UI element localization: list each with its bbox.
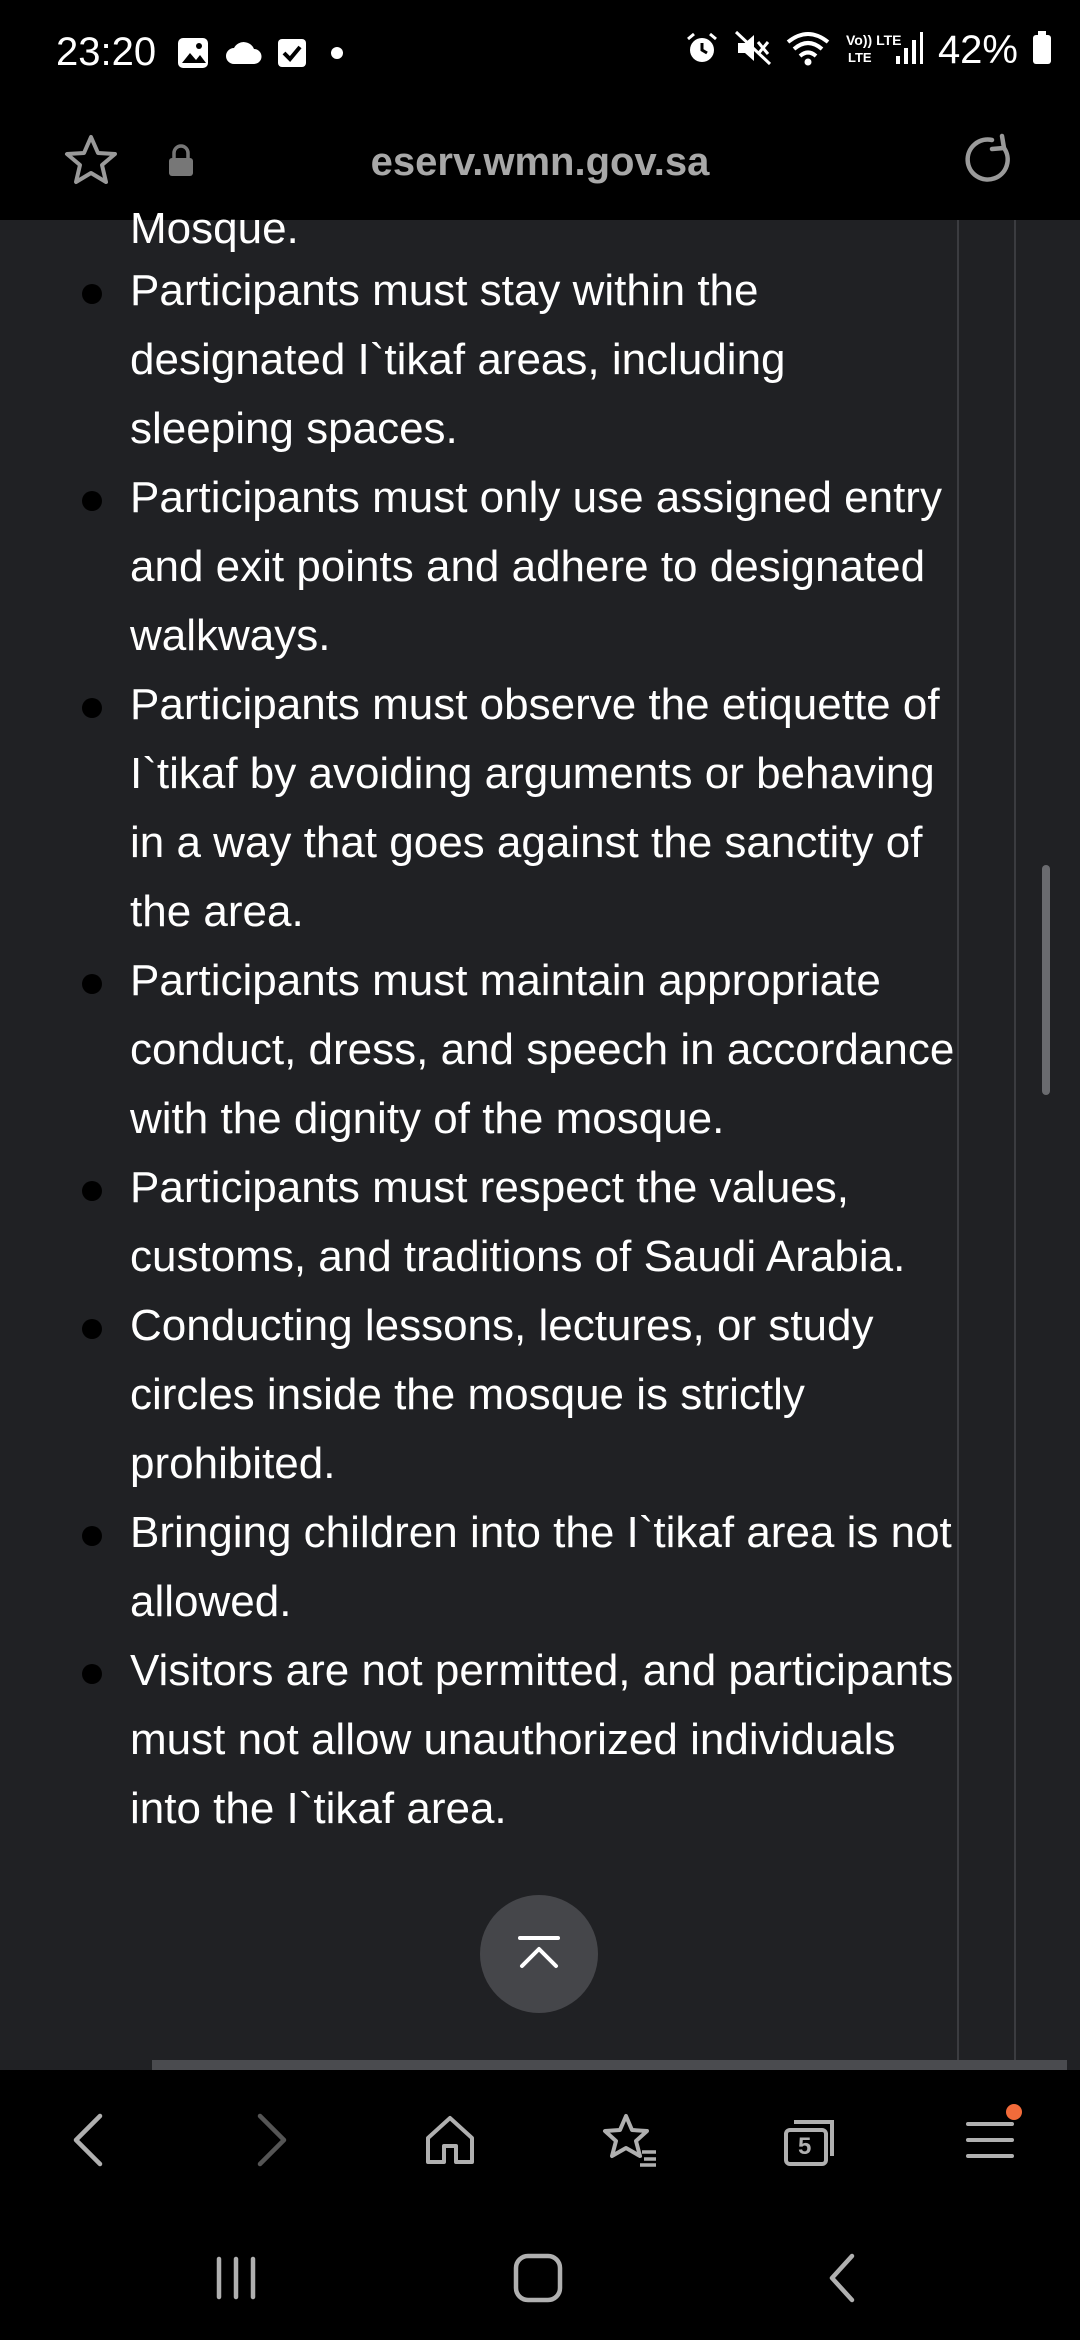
alarm-icon <box>684 30 720 71</box>
scroll-up-icon <box>514 1932 564 1977</box>
forward-arrow-icon <box>252 2112 292 2173</box>
chevron-left-icon <box>822 2252 862 2309</box>
battery-icon <box>1032 31 1052 70</box>
list-item: Conducting lessons, lectures, or study circles inside the mosque is strictly prohibited. <box>0 1291 960 1498</box>
battery-percent: 42% <box>937 28 1018 72</box>
column-divider <box>1014 220 1016 2070</box>
svg-text:Vo)) LTE: Vo)) LTE <box>845 32 902 48</box>
volte-icon <box>844 30 902 71</box>
vertical-scrollbar[interactable] <box>1042 865 1050 1095</box>
back-system-button[interactable] <box>812 2250 872 2310</box>
home-system-button[interactable] <box>508 2250 568 2310</box>
back-button[interactable] <box>58 2112 118 2172</box>
home-button[interactable] <box>420 2112 480 2172</box>
system-navigation-bar <box>0 2210 1080 2340</box>
rules-list <box>0 256 960 1843</box>
tabs-button[interactable] <box>780 2112 840 2172</box>
dot-icon <box>322 38 352 73</box>
image-icon <box>176 36 210 75</box>
recent-apps-icon <box>211 2255 261 2306</box>
bookmarks-button[interactable] <box>600 2112 660 2172</box>
status-time: 23:20 <box>56 30 157 74</box>
mute-icon <box>734 30 772 71</box>
bookmarks-star-icon <box>600 2112 660 2173</box>
forward-button[interactable] <box>242 2112 302 2172</box>
back-arrow-icon <box>68 2112 108 2173</box>
tabs-count: 5 <box>798 2133 812 2160</box>
list-item: Participants must respect the values, customs, and traditions of Saudi Arabia. <box>0 1153 960 1291</box>
home-square-icon <box>512 2252 564 2309</box>
scroll-to-top-button[interactable] <box>480 1895 598 2013</box>
list-item: Participants must maintain appropriate conduct, dress, and speech in accordance with the dignity of the mosque. <box>0 946 960 1153</box>
partial-text: Mosque. <box>130 204 299 253</box>
reload-icon[interactable] <box>958 130 1018 195</box>
recent-apps-button[interactable] <box>206 2250 266 2310</box>
cloud-icon <box>224 38 262 73</box>
menu-icon <box>964 2116 1016 2169</box>
tabs-icon <box>782 2114 838 2170</box>
home-icon <box>422 2112 478 2173</box>
menu-button[interactable] <box>960 2112 1020 2172</box>
page-content[interactable] <box>0 204 1080 2070</box>
list-item: Participants must observe the etiquette of I`tikaf by avoiding arguments or behaving in a way that goes against the sanctity of the area. <box>0 670 960 946</box>
browser-toolbar <box>0 2070 1080 2210</box>
notification-dot <box>1006 2104 1022 2120</box>
list-item: Participants must stay within the designated I`tikaf areas, including sleeping spaces. <box>0 256 960 463</box>
status-bar <box>0 0 1080 110</box>
signal-icon <box>894 30 924 71</box>
horizontal-scrollbar[interactable] <box>152 2060 1067 2070</box>
svg-text:LTE: LTE <box>847 50 872 65</box>
list-item: Bringing children into the I`tikaf area is not allowed. <box>0 1498 960 1636</box>
list-item: Participants must only use assigned entry and exit points and adhere to designated walkways. <box>0 463 960 670</box>
url-text[interactable]: eserv.wmn.gov.sa <box>370 140 710 184</box>
list-item: Visitors are not permitted, and participants must not allow unauthorized individuals into the I`tikaf area. <box>0 1636 960 1843</box>
wifi-icon <box>786 30 830 71</box>
checkbox-icon <box>276 37 308 74</box>
